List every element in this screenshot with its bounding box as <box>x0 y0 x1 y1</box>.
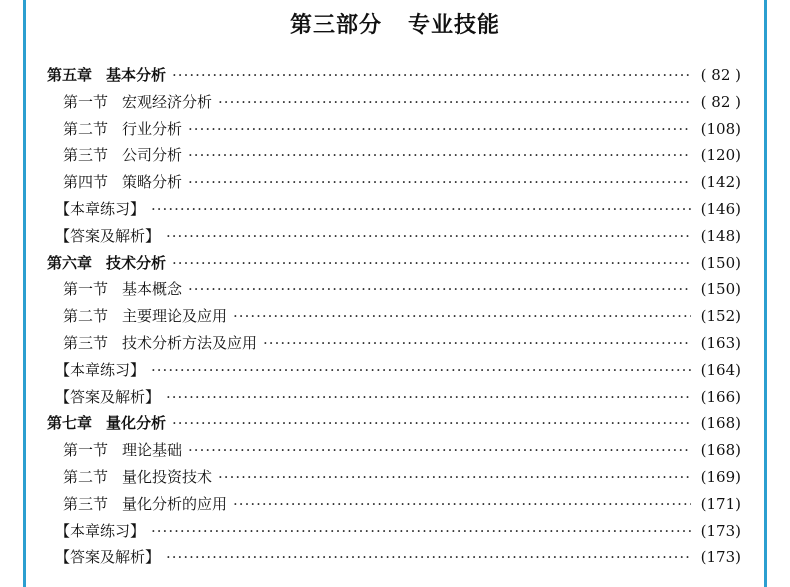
toc-entry-title: 基本概念 <box>122 280 183 299</box>
toc-section-row <box>47 303 741 330</box>
toc-entry-number: 第三节 <box>63 494 109 513</box>
toc-section-row <box>47 142 741 169</box>
toc-entry-label <box>63 116 182 143</box>
toc-entry-label <box>63 303 227 330</box>
toc-entry-title: 技术分析 <box>106 253 167 272</box>
toc-entry-title: 技术分析方法及应用 <box>122 333 258 352</box>
toc-chapter-row <box>47 62 741 89</box>
toc-entry-number: 第二节 <box>63 307 109 326</box>
toc-entry-label <box>55 544 160 571</box>
toc-entry-title: 【本章练习】 <box>55 521 146 540</box>
toc-entry-label <box>63 89 212 116</box>
toc-entry-number: 第二节 <box>63 467 109 486</box>
dot-leader <box>172 250 691 277</box>
dot-leader <box>151 196 691 223</box>
toc-page-number: (150) <box>700 253 741 272</box>
toc-page-number: (108) <box>700 119 741 138</box>
toc-entry-title: 【答案及解析】 <box>55 387 161 406</box>
toc-chapter-row <box>47 250 741 277</box>
toc-extra-row <box>47 544 741 571</box>
dot-leader <box>218 464 691 491</box>
toc-section-row <box>47 116 741 143</box>
toc-entry-title: 【答案及解析】 <box>55 548 161 567</box>
dot-leader <box>233 303 691 330</box>
dot-leader <box>188 437 691 464</box>
left-border-rule <box>23 0 26 587</box>
toc-page-number: (150) <box>700 280 741 299</box>
toc-entry-title: 基本分析 <box>106 66 167 84</box>
toc-entry-title: 【本章练习】 <box>55 360 146 379</box>
toc-section-row <box>47 437 741 464</box>
toc-page-number: (173) <box>700 521 741 540</box>
toc-section-row <box>47 89 741 116</box>
toc-entry-label <box>63 437 182 464</box>
toc-section-row <box>47 464 741 491</box>
toc-page-number: ( 82 ) <box>700 92 741 111</box>
toc-page-number: (152) <box>700 307 741 326</box>
toc-entry-title: 【本章练习】 <box>55 199 146 218</box>
toc-chapter-row <box>47 410 741 437</box>
toc-extra-row <box>47 357 741 384</box>
toc-entry-number: 第三节 <box>63 333 109 352</box>
part-title: 第三部分 专业技能 <box>290 12 500 38</box>
dot-leader <box>166 544 691 571</box>
toc-page-number: (142) <box>700 173 741 192</box>
toc-entry-label <box>63 330 257 357</box>
toc-page-number: ( 82 ) <box>700 66 741 84</box>
dot-leader <box>151 357 691 384</box>
toc-entry-number: 第二节 <box>63 119 109 138</box>
toc-entry-label <box>55 196 145 223</box>
toc-entry-label <box>47 410 166 437</box>
toc-entry-label <box>55 518 145 545</box>
toc-entry-label <box>55 223 160 250</box>
toc-extra-row <box>47 384 741 411</box>
toc-page-number: (164) <box>700 360 741 379</box>
toc-extra-row <box>47 518 741 545</box>
toc-entry-title: 理论基础 <box>122 441 183 460</box>
toc-section-row <box>47 330 741 357</box>
toc-entry-number: 第七章 <box>47 414 93 433</box>
toc-entry-title: 宏观经济分析 <box>122 92 213 111</box>
dot-leader <box>218 89 691 116</box>
toc-section-row <box>47 169 741 196</box>
toc-page-number: (168) <box>700 441 741 460</box>
toc-entry-title: 策略分析 <box>122 173 183 192</box>
toc-page-number: (146) <box>700 199 741 218</box>
dot-leader <box>172 410 691 437</box>
toc-page-number: (166) <box>700 387 741 406</box>
toc-entry-title: 量化分析的应用 <box>122 494 228 513</box>
toc-page-number: (120) <box>700 146 741 165</box>
toc-entry-label <box>63 491 227 518</box>
toc-entry-number: 第六章 <box>47 253 93 272</box>
toc-entry-number: 第一节 <box>63 280 109 299</box>
toc-entry-title: 量化投资技术 <box>122 467 213 486</box>
toc-entry-number: 第四节 <box>63 173 109 192</box>
toc-entry-title: 【答案及解析】 <box>55 226 161 245</box>
toc-entry-label <box>63 464 212 491</box>
toc-page-number: (169) <box>700 467 741 486</box>
dot-leader <box>263 330 691 357</box>
toc-entry-label <box>47 62 166 89</box>
dot-leader <box>166 384 691 411</box>
toc-entry-number: 第一节 <box>63 92 109 111</box>
toc-entry-label <box>63 142 182 169</box>
dot-leader <box>166 223 691 250</box>
toc-page-number: (173) <box>700 548 741 567</box>
right-border-rule <box>764 0 767 587</box>
table-of-contents <box>47 62 741 571</box>
toc-entry-title: 公司分析 <box>122 146 183 165</box>
toc-entry-label <box>55 357 145 384</box>
dot-leader <box>188 169 691 196</box>
toc-entry-number: 第三节 <box>63 146 109 165</box>
toc-extra-row <box>47 196 741 223</box>
toc-entry-title: 行业分析 <box>122 119 183 138</box>
toc-entry-label <box>55 384 160 411</box>
toc-section-row <box>47 491 741 518</box>
toc-entry-title: 量化分析 <box>106 414 167 433</box>
dot-leader <box>188 276 691 303</box>
toc-entry-number: 第五章 <box>47 66 93 84</box>
toc-page-number: (168) <box>700 414 741 433</box>
dot-leader <box>172 62 691 89</box>
toc-entry-label <box>63 169 182 196</box>
toc-section-row <box>47 276 741 303</box>
toc-page-number: (148) <box>700 226 741 245</box>
toc-page-number: (171) <box>700 494 741 513</box>
toc-entry-label <box>47 250 166 277</box>
toc-entry-label <box>63 276 182 303</box>
toc-extra-row <box>47 223 741 250</box>
toc-page-number: (163) <box>700 333 741 352</box>
dot-leader <box>188 116 691 143</box>
toc-entry-number: 第一节 <box>63 441 109 460</box>
toc-entry-title: 主要理论及应用 <box>122 307 228 326</box>
dot-leader <box>188 142 691 169</box>
dot-leader <box>151 518 691 545</box>
dot-leader <box>233 491 691 518</box>
